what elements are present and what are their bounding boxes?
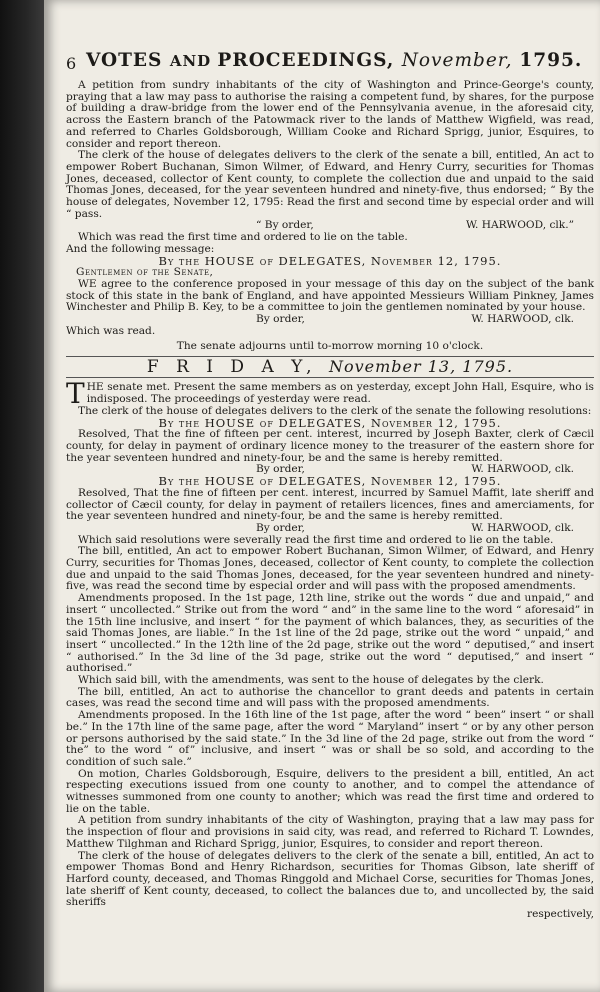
title-votes: VOTES — [86, 50, 170, 71]
paragraph: The bill, entitled, An act to authorise the chancellor to grant deeds and patents in certain cases, was read the second time and will pass with the proposed amendments. — [66, 685, 594, 710]
signature-order: By order, — [256, 521, 305, 534]
day-name: F R I D A Y, — [146, 357, 318, 378]
section-rule — [66, 377, 594, 378]
title-proceedings: PROCEEDINGS, — [217, 50, 402, 71]
body-text — [66, 80, 594, 921]
signature-name: W. HARWOOD, clk.” — [465, 219, 574, 232]
salutation: Gentlemen of the Senate, — [76, 266, 214, 279]
page-header — [66, 50, 586, 78]
paragraph: And the following message: — [66, 242, 215, 255]
paragraph: The bill, entitled, An act to empower Robert Buchanan, Simon Wilmer, of Edward, and Henry Curry, securities for Thomas Jones, deceased, collector of Kent county, to complete the collection due and unpaid to the said Thomas Jones, deceased, for the year seventeen hundred and ninety-five, was read the second time by especial order and will pass with the proposed amendments. — [66, 545, 594, 593]
drop-cap: T — [66, 376, 85, 410]
title-and: AND — [169, 52, 218, 70]
section-heading: By the HOUSE of DELEGATES, November 12, 1795. — [158, 253, 502, 268]
paragraph: Which was read. — [66, 324, 156, 337]
signature-order: By order, — [256, 463, 305, 476]
section-heading: By the HOUSE of DELEGATES, November 12, 1795. — [158, 474, 502, 489]
document-page — [44, 0, 600, 992]
paragraph: The clerk of the house of delegates delivers to the clerk of the senate a bill, entitled, An act to empower Thomas Bond and Henry Richardson, securities for Thomas Gibson, late sheriff of Harford county, deceased, and Thomas Ringgold and Michael Corse, securities for Thomas Jones, late sheriff of Kent county, deceased, to collect the balances due to, and uncollected by, the said sheriffs — [66, 849, 594, 909]
signature-name: W. HARWOOD, clk. — [471, 463, 574, 476]
paragraph: On motion, Charles Goldsborough, Esquire, delivers to the president a bill, entitled, An act respecting executions issued from one county to another, and to compel the attendance of witnesses summoned from one county to another; which was read the first time and ordered to lie on the table. — [66, 767, 594, 815]
catchword: respectively, — [527, 908, 594, 921]
paragraph: A petition from sundry inhabitants of the city of Washington, praying that a law may pass for the inspection of flour and provisions in said city, was read, and referred to Richard T. Lowndes, Matthew Tilghman and Richard Sprigg, junior, Esquires, to consider and report thereon. — [66, 814, 594, 850]
signature-order: By order, — [256, 313, 305, 326]
binding-gutter — [0, 0, 44, 992]
signature-name: W. HARWOOD, clk. — [471, 521, 574, 534]
paragraph: Resolved, That the fine of fifteen per cent. interest, incurred by Samuel Maffit, late sheriff and collector of Cæcil county, for delay in payment of retailers licences, fines and amerciaments, for the year seventeen hundred and ninety-four, be and the same is hereby remitted. — [66, 486, 594, 523]
title-year: 1795. — [519, 50, 583, 71]
paragraph-text: HE senate met. Present the same members as on yesterday, except John Hall, Esquire, who is indisposed. The proceedings of yesterday were read. — [86, 380, 594, 405]
page-number: 6 — [66, 54, 77, 73]
day-heading — [66, 357, 594, 378]
paragraph: A petition from sundry inhabitants of the city of Washington and Prince-George's county, praying that a law may pass to authorise the raising a competent fund, by shares, for the purpose of building a draw-bridge from the lower end of the Pennsylvania avenue, in the aforesaid city, across the Eastern branch of the Patowmack river to the lands of Matthew Wigfield, was read, and referred to Charles Goldsborough, William Cooke and Richard Sprigg, junior, Esquires, to consider and report thereon. — [66, 79, 594, 150]
paragraph: The clerk of the house of delegates delivers to the clerk of the senate a bill, entitled, An act to empower Robert Buchanan, Simon Wilmer, of Edward, and Henry Curry, securities for Thomas Jones, deceased, collector of Kent county, to complete the collection due and unpaid to the said Thomas Jones, deceased, for the year seventeen hundred and ninety-five, thus endorsed; “ By the house of delegates, November 12, 1795: Read the first and second time by especial order and will “ pass. — [66, 149, 594, 220]
paragraph: WE agree to the conference proposed in your message of this day on the subject of the bank stock of this state in the bank of England, and have appointed Messieurs William Pinkney, James Winchester and Philip B. Key, to be a committee to join the gentlemen nominated by your house. — [66, 277, 594, 314]
paragraph: Which said resolutions were severally read the first time and ordered to lie on the table. — [78, 533, 554, 546]
title-month: November, — [401, 50, 520, 71]
paragraph: Resolved, That the fine of fifteen per cent. interest, incurred by Joseph Baxter, clerk of Cæcil county, for delay in payment of ordinary licence money to the treasurer of the eastern shore for the year seventeen hundred and ninety-four, be and the same is hereby remitted. — [66, 428, 594, 464]
paragraph: The clerk of the house of delegates delivers to the clerk of the senate the following resolutions: — [78, 404, 592, 417]
paragraph: Which was read the first time and ordered to lie on the table. — [78, 231, 408, 244]
adjournment-notice: The senate adjourns until to-morrow morning 10 o'clock. — [176, 340, 484, 353]
paragraph: Amendments proposed. In the 16th line of the 1st page, after the word “ been” insert “ or shall be.” In the 17th line of the same page, after the word “ Maryland” insert “ or by any other person or persons authorised by the said state.” In the 3d line of the 2d page, strike out from the word “ the” to the word “ of” inclusive, and insert “ was or shall be so sold, and according to the condition of such sale.” — [66, 709, 594, 768]
running-title — [86, 50, 582, 71]
signature-name: W. HARWOOD, clk. — [471, 313, 574, 326]
signature-order: “ By order, — [256, 219, 314, 232]
day-date: November 13, 1795. — [328, 357, 514, 377]
paragraph — [66, 376, 594, 410]
section-heading: By the HOUSE of DELEGATES, November 12, 1795. — [158, 415, 502, 430]
paragraph: Amendments proposed. In the 1st page, 12th line, strike out the words “ due and unpaid,” and insert “ uncollected.” Strike out from the word “ and” in the same line to the word “ aforesaid” in the 15th line inclusive, and insert “ for the payment of which balances, they, as securities of the said Thomas Jones, are liable.” In the 1st line of the 2d page, strike out the word “ unpaid,” and insert “ uncollected.” In the 12th line of the 2d page, strike out the word “ deputised,” and insert “ authorised.” In the 3d line of the 3d page, strike out the word “ deputised,” and insert “ authorised.” — [66, 592, 594, 675]
paragraph: Which said bill, with the amendments, was sent to the house of delegates by the clerk. — [78, 674, 544, 687]
signature-line — [66, 523, 594, 535]
signature-line — [66, 314, 594, 326]
